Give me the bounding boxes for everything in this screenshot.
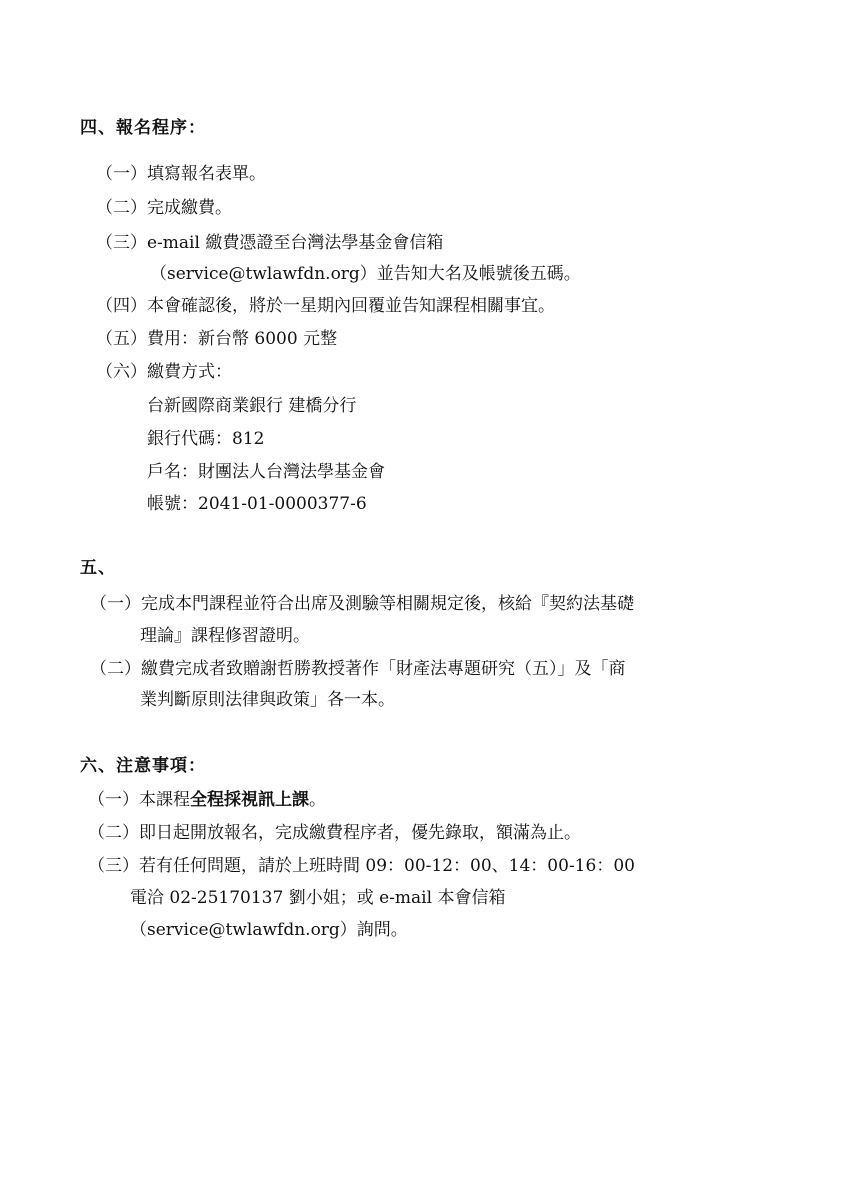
section6-item-1-emphasis: 全程採視訊上課: [190, 790, 309, 810]
section6-item-3-cont2: （service@twlawfdn.org）詢問。: [130, 920, 408, 940]
section5-item-1: （一）完成本門課程並符合出席及測驗等相關規定後，核給『契約法基礎: [90, 594, 634, 614]
section4-heading: 四、報名程序：: [80, 118, 206, 138]
section5-item-2: （二）繳費完成者致贈謝哲勝教授著作「財產法專題研究（五）」及「商: [90, 659, 626, 679]
section4-item-6: （六）繳費方式：: [96, 362, 232, 382]
section5-heading: 五、: [80, 558, 116, 578]
section4-item-1: （一）填寫報名表單。: [96, 164, 266, 184]
section6-item-1: [88, 790, 326, 810]
section6-item-3-cont: 電洽 02-25170137 劉小姐；或 e-mail 本會信箱: [130, 888, 506, 908]
section5-item-2-cont: 業判斷原則法律與政策」各一本。: [140, 690, 395, 710]
payment-account-number: 帳號：2041-01-0000377-6: [147, 494, 367, 514]
section5-item-1-cont: 理論』課程修習證明。: [140, 626, 310, 646]
section4-item-5: （五）費用：新台幣 6000 元整: [96, 329, 338, 349]
section4-item-3: （三）e-mail 繳費憑證至台灣法學基金會信箱: [96, 233, 444, 253]
section6-item-1-suffix: 。: [309, 790, 326, 810]
section6-item-2: （二）即日起開放報名，完成繳費程序者，優先錄取，額滿為止。: [88, 823, 581, 843]
section6-item-1-prefix: （一）本課程: [88, 790, 190, 810]
section4-item-4: （四）本會確認後，將於一星期內回覆並告知課程相關事宜。: [96, 296, 555, 316]
section6-heading: 六、注意事項：: [80, 756, 206, 776]
section6-item-3: （三）若有任何問題，請於上班時間 09：00-12：00、14：00-16：00: [88, 856, 635, 876]
payment-bank: 台新國際商業銀行 建橋分行: [147, 396, 357, 416]
section4-item-3-cont: （service@twlawfdn.org）並告知大名及帳號後五碼。: [150, 264, 581, 284]
section4-item-2: （二）完成繳費。: [96, 198, 232, 218]
payment-bank-code: 銀行代碼：812: [147, 429, 265, 449]
payment-account-name: 戶名：財團法人台灣法學基金會: [147, 462, 385, 482]
